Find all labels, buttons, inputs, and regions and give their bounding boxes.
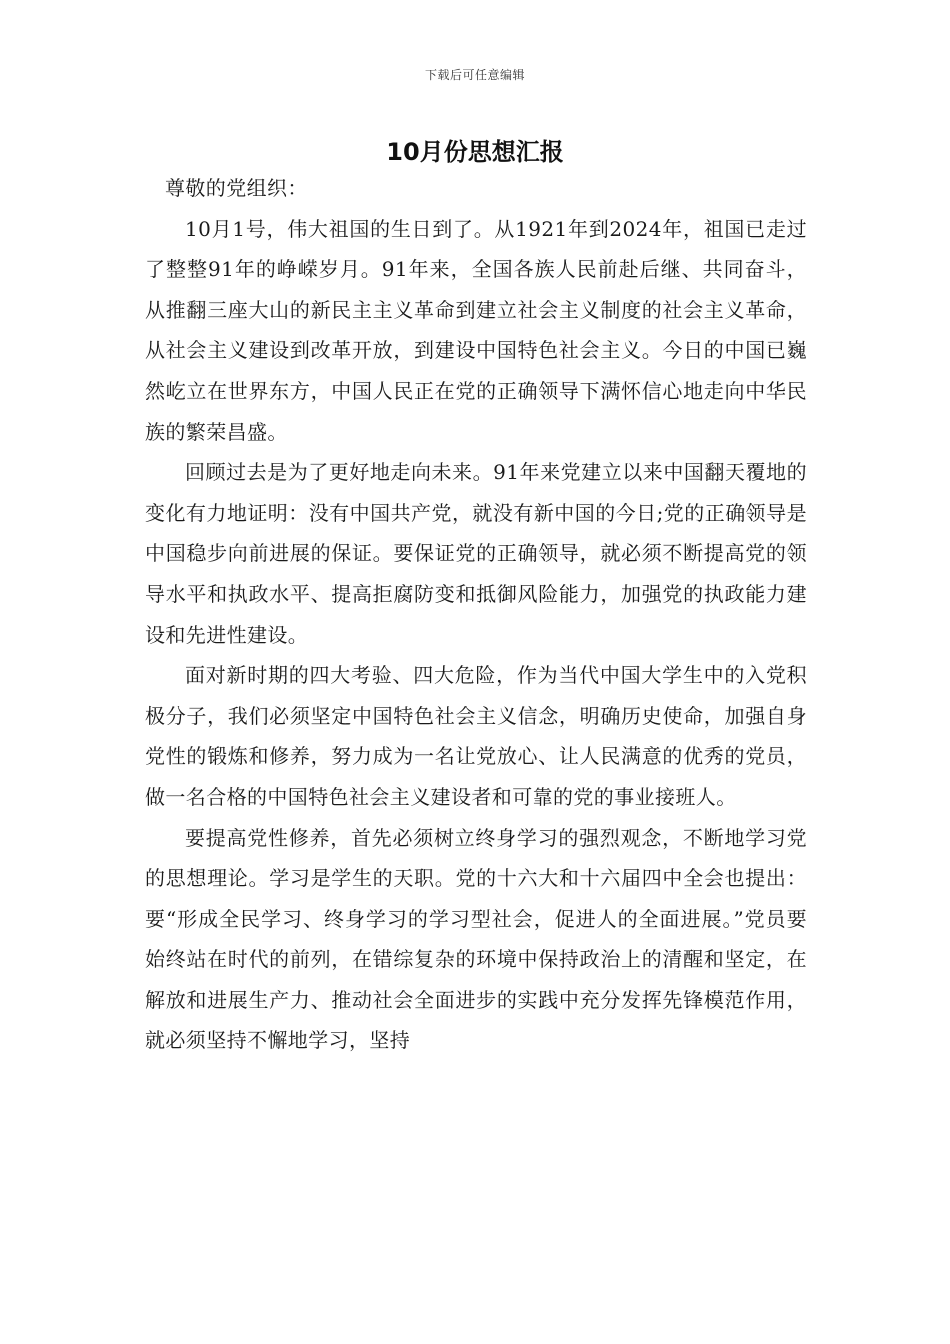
header-note: 下载后可任意编辑 [424, 68, 525, 82]
paragraph-1: 10月1号，伟大祖国的生日到了。从1921年到2024年，祖国已走过了整整91年的峥嵘岁月。91年来，全国各族人民前赴后继、共同奋斗，从推翻三座大山的新民主主义革命到建立社会主义制度的社会主义革命，从社会主义建设到改革开放，到建设中国特色社会主义。今日的中国已巍然屹立在世界东方，中国人民正在党的正确领导下满怀信心地走向中华民族的繁荣昌盛。 [145, 216, 807, 444]
salutation: 尊敬的党组织： [165, 176, 308, 200]
paragraph-2: 回顾过去是为了更好地走向未来。91年来党建立以来中国翻天覆地的变化有力地证明：没有中国共产党，就没有新中国的今日;党的正确领导是中国稳步向前进展的保证。要保证党的正确领导，就必须不断提高党的领导水平和执政水平、提高拒腐防变和抵御风险能力，加强党的执政能力建设和先进性建设。 [145, 460, 807, 647]
document-body [145, 168, 807, 1061]
paragraph-3: 面对新时期的四大考验、四大危险，作为当代中国大学生中的入党积极分子，我们必须坚定中国特色社会主义信念，明确历史使命，加强自身党性的锻炼和修养，努力成为一名让党放心、让人民满意的优秀的党员，做一名合格的中国特色社会主义建设者和可靠的党的事业接班人。 [145, 663, 807, 809]
paragraph-4: 要提高党性修养，首先必须树立终身学习的强烈观念，不断地学习党的思想理论。学习是学生的天职。党的十六大和十六届四中全会也提出：要“形成全民学习、终身学习的学习型社会，促进人的全面进展。”党员要始终站在时代的前列，在错综复杂的环境中保持政治上的清醒和坚定，在解放和进展生产力、推动社会全面进步的实践中充分发挥先锋模范作用，就必须坚持不懈地学习，坚持 [145, 825, 807, 1053]
document-title: 10月份思想汇报 [386, 138, 564, 166]
